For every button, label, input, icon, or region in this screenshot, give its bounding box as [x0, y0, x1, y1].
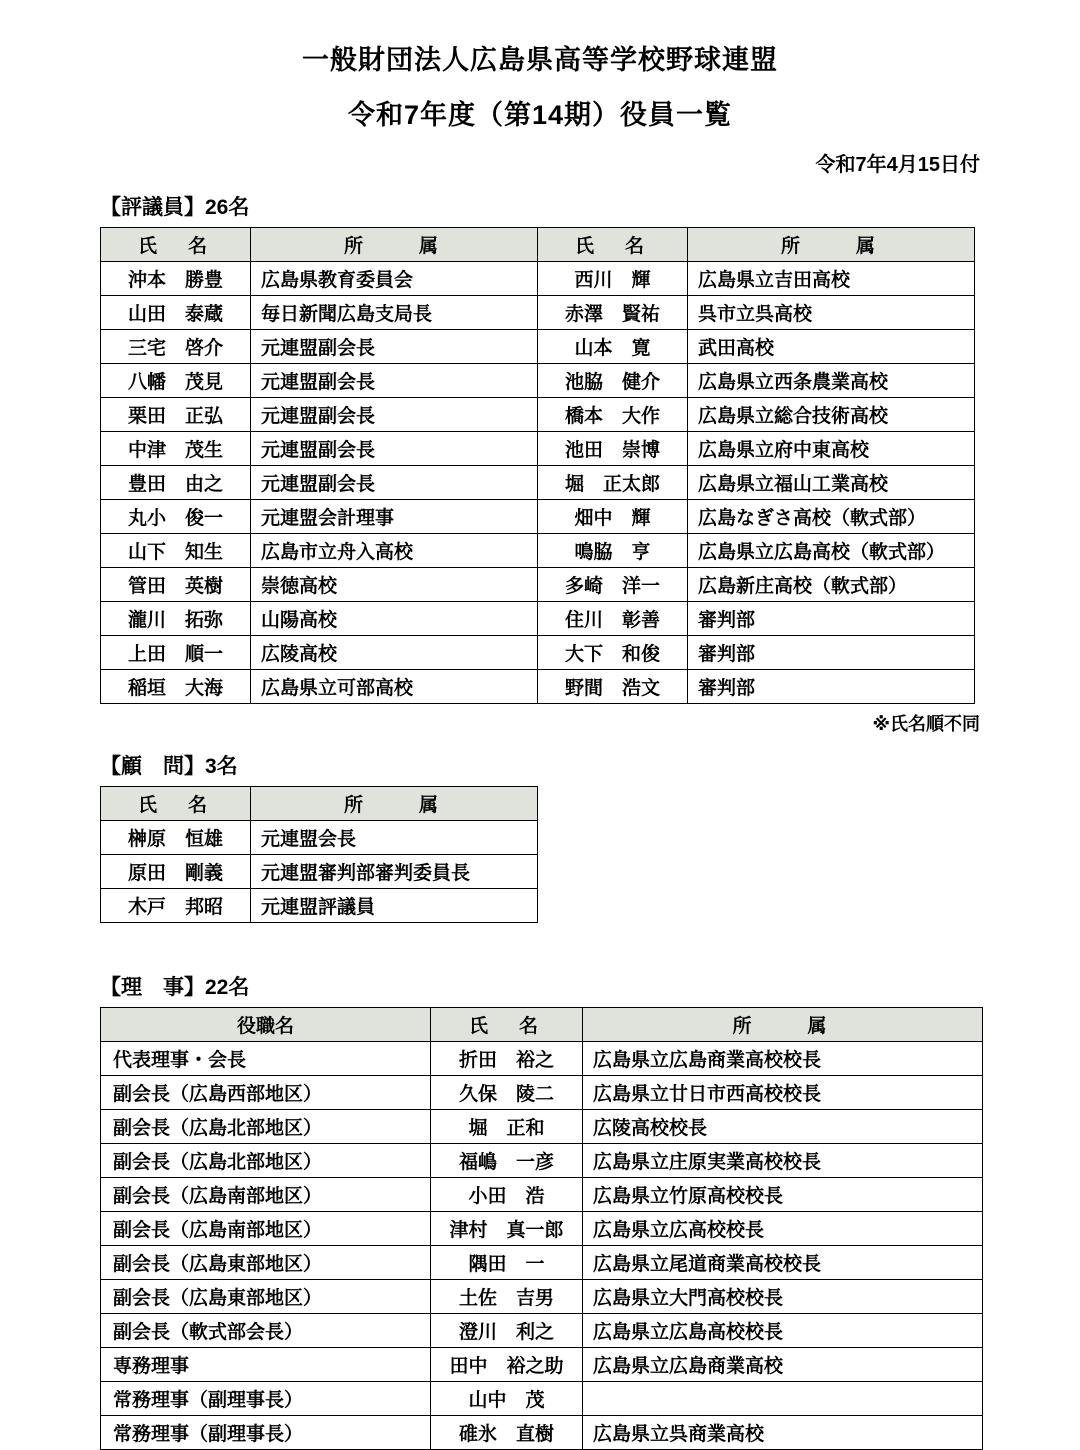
cell-name: 丸小 俊一: [101, 500, 251, 534]
cell-org: 広島県立広島高校（軟式部）: [688, 534, 975, 568]
cell-role: 副会長（広島南部地区）: [101, 1212, 431, 1246]
cell-name: 管田 英樹: [101, 568, 251, 602]
cell-org: 広島なぎさ高校（軟式部）: [688, 500, 975, 534]
cell-name: 鳴脇 亨: [538, 534, 688, 568]
cell-name: 栗田 正弘: [101, 398, 251, 432]
cell-name: 橋本 大作: [538, 398, 688, 432]
cell-name: 原田 剛義: [101, 855, 251, 889]
cell-org: 元連盟副会長: [251, 398, 538, 432]
cell-name: 西川 輝: [538, 262, 688, 296]
cell-org: 元連盟会長: [251, 821, 538, 855]
cell-name: 堀 正和: [431, 1110, 583, 1144]
cell-org: 広島県立庄原実業高校校長: [583, 1144, 983, 1178]
cell-org: 審判部: [688, 670, 975, 704]
cell-org: 元連盟評議員: [251, 889, 538, 923]
advisors-heading: 【顧 問】3名: [100, 755, 238, 778]
cell-org: 広島県立広島商業高校: [583, 1348, 983, 1382]
cell-name: 山田 泰蔵: [101, 296, 251, 330]
councillors-heading: 【評議員】26名: [100, 196, 250, 219]
cell-name: 多崎 洋一: [538, 568, 688, 602]
table-row: [101, 1314, 983, 1348]
table-row: [101, 1246, 983, 1280]
table-row: [101, 262, 975, 296]
cell-org: 広島県立西条農業高校: [688, 364, 975, 398]
cell-org: 広島県立総合技術高校: [688, 398, 975, 432]
cell-org: 広島県立尾道商業高校校長: [583, 1246, 983, 1280]
column-header-name: 氏 名: [101, 787, 251, 821]
cell-org: 広島市立舟入高校: [251, 534, 538, 568]
cell-name: 八幡 茂見: [101, 364, 251, 398]
advisors-table: [100, 786, 538, 923]
cell-role: 専務理事: [101, 1348, 431, 1382]
cell-org: 元連盟審判部審判委員長: [251, 855, 538, 889]
column-header-name: 氏 名: [431, 1008, 583, 1042]
cell-org: 広陵高校: [251, 636, 538, 670]
cell-name: 沖本 勝豊: [101, 262, 251, 296]
cell-name: 池田 崇博: [538, 432, 688, 466]
section-spacer: [44, 923, 1036, 957]
table-row: [101, 1110, 983, 1144]
table-row: [101, 364, 975, 398]
cell-name: 山本 寛: [538, 330, 688, 364]
councillors-table: [100, 227, 975, 704]
cell-org: 呉市立呉高校: [688, 296, 975, 330]
cell-org: 毎日新聞広島支局長: [251, 296, 538, 330]
cell-name: 澄川 利之: [431, 1314, 583, 1348]
cell-name: 上田 順一: [101, 636, 251, 670]
cell-role: 副会長（軟式部会長）: [101, 1314, 431, 1348]
cell-org: 広島県教育委員会: [251, 262, 538, 296]
cell-name: 木戸 邦昭: [101, 889, 251, 923]
cell-role: 副会長（広島北部地区）: [101, 1110, 431, 1144]
table-row: [101, 1280, 983, 1314]
table-row: [101, 1178, 983, 1212]
cell-name: 田中 裕之助: [431, 1348, 583, 1382]
cell-role: 代表理事・会長: [101, 1042, 431, 1076]
cell-org: 山陽高校: [251, 602, 538, 636]
cell-name: 大下 和俊: [538, 636, 688, 670]
table-row: [101, 636, 975, 670]
table-row: [101, 1212, 983, 1246]
cell-name: 隅田 一: [431, 1246, 583, 1280]
issue-date: 令和7年4月15日付: [815, 154, 980, 176]
cell-name: 稲垣 大海: [101, 670, 251, 704]
table-header-row: [101, 787, 538, 821]
cell-name: 豊田 由之: [101, 466, 251, 500]
table-row: [101, 670, 975, 704]
cell-org: 広島県立広島高校校長: [583, 1314, 983, 1348]
column-header-org-1: 所 属: [251, 228, 538, 262]
table-row: [101, 1144, 983, 1178]
cell-name: 津村 真一郎: [431, 1212, 583, 1246]
cell-org: 広島新庄高校（軟式部）: [688, 568, 975, 602]
table-row: [101, 568, 975, 602]
cell-name: 榊原 恒雄: [101, 821, 251, 855]
column-header-name-2: 氏 名: [538, 228, 688, 262]
cell-org: 崇徳高校: [251, 568, 538, 602]
cell-org: 広島県立吉田高校: [688, 262, 975, 296]
document-title: 令和7年度（第14期）役員一覧: [347, 100, 733, 130]
cell-org: 広島県立広高校校長: [583, 1212, 983, 1246]
cell-org: 武田高校: [688, 330, 975, 364]
cell-name: 野間 浩文: [538, 670, 688, 704]
column-header-org-2: 所 属: [688, 228, 975, 262]
cell-name: 住川 彰善: [538, 602, 688, 636]
cell-name: 折田 裕之: [431, 1042, 583, 1076]
directors-heading: 【理 事】22名: [100, 976, 250, 999]
column-header-org: 所 属: [251, 787, 538, 821]
table-row: [101, 534, 975, 568]
cell-org: 審判部: [688, 602, 975, 636]
cell-name: 山下 知生: [101, 534, 251, 568]
cell-name: 池脇 健介: [538, 364, 688, 398]
cell-name: 久保 陵二: [431, 1076, 583, 1110]
cell-org: 元連盟副会長: [251, 466, 538, 500]
cell-org: 広島県立福山工業高校: [688, 466, 975, 500]
cell-name: 小田 浩: [431, 1178, 583, 1212]
cell-role: 副会長（広島西部地区）: [101, 1076, 431, 1110]
cell-org: 広島県立呉商業高校: [583, 1416, 983, 1450]
directors-table: [100, 1007, 983, 1450]
cell-org: 広陵高校校長: [583, 1110, 983, 1144]
organization-name: 一般財団法人広島県高等学校野球連盟: [302, 45, 778, 75]
table-row: [101, 821, 538, 855]
cell-org: 元連盟会計理事: [251, 500, 538, 534]
cell-org: 広島県立府中東高校: [688, 432, 975, 466]
cell-org: [583, 1382, 983, 1416]
cell-name: 瀧川 拓弥: [101, 602, 251, 636]
cell-org: 広島県立可部高校: [251, 670, 538, 704]
cell-org: 広島県立廿日市西高校校長: [583, 1076, 983, 1110]
councillors-note: ※氏名順不同: [872, 714, 980, 734]
cell-org: 元連盟副会長: [251, 364, 538, 398]
cell-org: 元連盟副会長: [251, 330, 538, 364]
cell-role: 副会長（広島東部地区）: [101, 1246, 431, 1280]
table-row: [101, 855, 538, 889]
table-row: [101, 1416, 983, 1450]
table-row: [101, 466, 975, 500]
column-header-name-1: 氏 名: [101, 228, 251, 262]
table-row: [101, 330, 975, 364]
cell-name: 碓氷 直樹: [431, 1416, 583, 1450]
table-row: [101, 602, 975, 636]
table-row: [101, 1076, 983, 1110]
cell-org: 広島県立竹原高校校長: [583, 1178, 983, 1212]
cell-name: 赤澤 賢祐: [538, 296, 688, 330]
cell-role: 副会長（広島東部地区）: [101, 1280, 431, 1314]
table-row: [101, 500, 975, 534]
table-row: [101, 1348, 983, 1382]
table-header-row: [101, 1008, 983, 1042]
cell-name: 福嶋 一彦: [431, 1144, 583, 1178]
cell-name: 堀 正太郎: [538, 466, 688, 500]
cell-role: 副会長（広島南部地区）: [101, 1178, 431, 1212]
cell-name: 土佐 吉男: [431, 1280, 583, 1314]
cell-name: 畑中 輝: [538, 500, 688, 534]
cell-name: 三宅 啓介: [101, 330, 251, 364]
table-row: [101, 1382, 983, 1416]
table-header-row: [101, 228, 975, 262]
cell-name: 山中 茂: [431, 1382, 583, 1416]
table-row: [101, 432, 975, 466]
cell-role: 常務理事（副理事長）: [101, 1382, 431, 1416]
cell-org: 広島県立広島商業高校校長: [583, 1042, 983, 1076]
table-row: [101, 398, 975, 432]
cell-role: 副会長（広島北部地区）: [101, 1144, 431, 1178]
cell-org: 元連盟副会長: [251, 432, 538, 466]
table-row: [101, 296, 975, 330]
column-header-org: 所 属: [583, 1008, 983, 1042]
cell-role: 常務理事（副理事長）: [101, 1416, 431, 1450]
table-row: [101, 1042, 983, 1076]
cell-org: 審判部: [688, 636, 975, 670]
column-header-role: 役職名: [101, 1008, 431, 1042]
cell-name: 中津 茂生: [101, 432, 251, 466]
cell-org: 広島県立大門高校校長: [583, 1280, 983, 1314]
table-row: [101, 889, 538, 923]
